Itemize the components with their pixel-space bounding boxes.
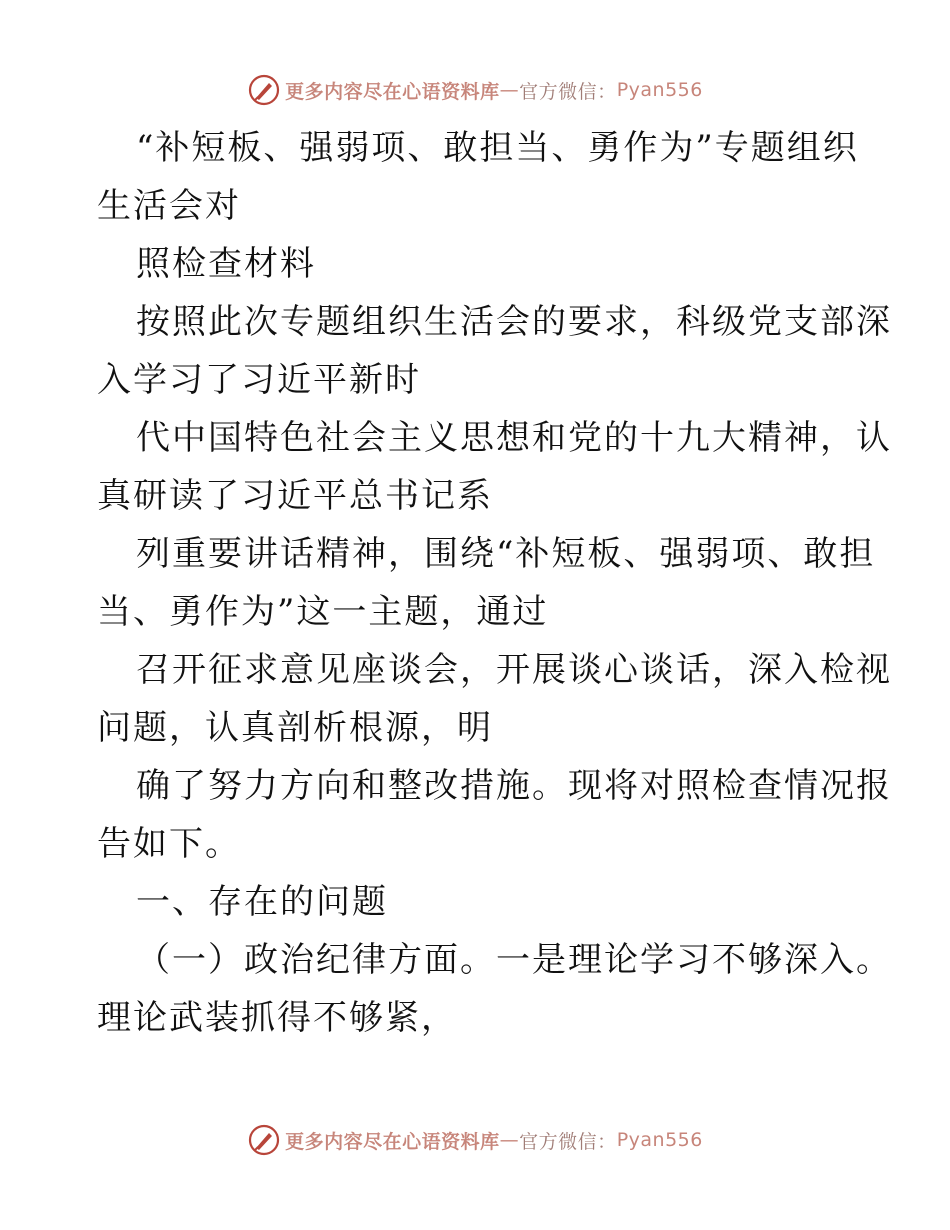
text-line: 代中国特色社会主义思想和党的十九大精神，认 [136,418,892,458]
watermark-dash: — [499,1129,520,1151]
watermark-wechat-label: 官方微信： [519,80,617,103]
watermark-wechat-label: 官方微信： [519,1130,617,1153]
watermark-wechat-id: Pyan556 [616,79,703,101]
header-watermark [0,70,950,110]
text-line: 召开征求意见座谈会，开展谈心谈话，深入检视 [136,650,892,690]
text-line: （一）政治纪律方面。一是理论学习不够深入。 [136,940,892,980]
section-heading: 一、存在的问题 [136,882,388,922]
text-line: 告如下。 [97,824,241,864]
text-line: 确了努力方向和整改措施。现将对照检查情况报 [136,766,892,806]
text-line: 列重要讲话精神，围绕“补短板、强弱项、敢担 [136,534,876,574]
watermark-dash: — [499,79,520,101]
text-line: 入学习了习近平新时 [97,360,421,400]
text-line: 真研读了习近平总书记系 [97,476,493,516]
quill-logo-icon [247,1123,281,1157]
quill-logo-icon [247,73,281,107]
text-line: 按照此次专题组织生活会的要求，科级党支部深 [136,302,892,342]
watermark-main-text: 更多内容尽在心语资料库 [285,1130,500,1153]
text-line: 生活会对 [97,186,241,226]
text-line: 问题，认真剖析根源，明 [97,708,493,748]
text-line: “补短板、强弱项、敢担当、勇作为”专题组织 [136,128,859,168]
watermark-wechat-id: Pyan556 [616,1129,703,1151]
text-line: 照检查材料 [136,244,316,284]
watermark-main-text: 更多内容尽在心语资料库 [285,80,500,103]
text-line: 当、勇作为”这一主题，通过 [97,592,549,632]
footer-watermark [0,1120,950,1160]
text-line: 理论武装抓得不够紧， [97,998,457,1038]
